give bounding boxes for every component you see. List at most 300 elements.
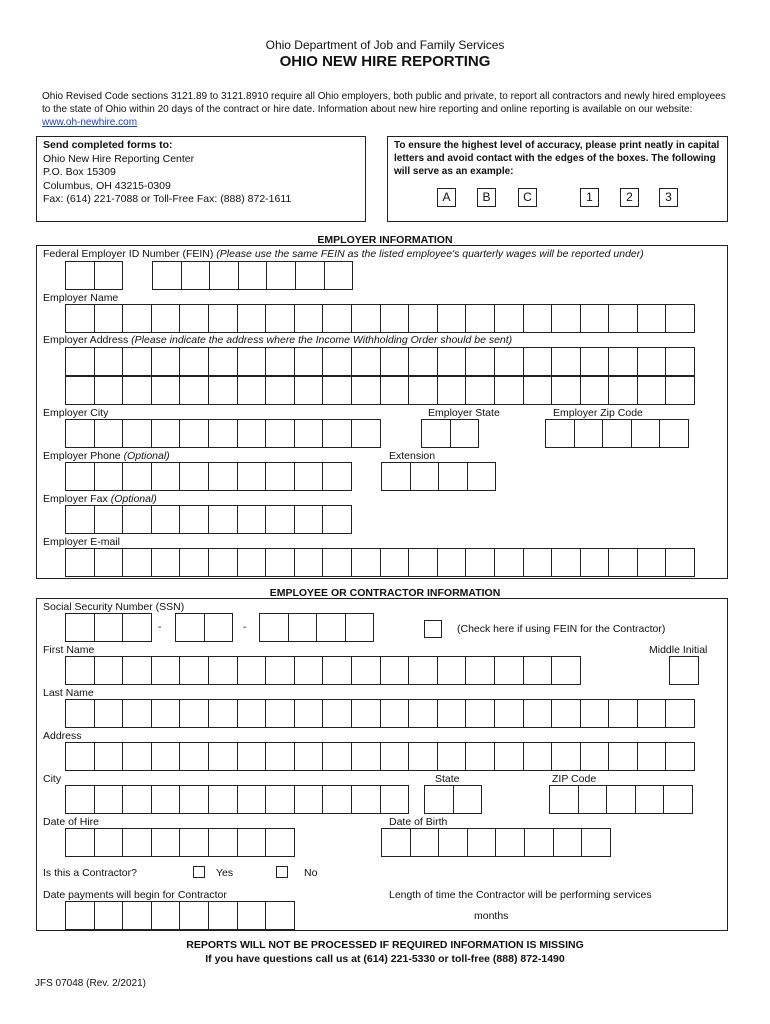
char-box[interactable] [295,785,324,814]
intro-paragraph [42,90,732,129]
char-box[interactable] [381,785,410,814]
char-box[interactable] [238,505,267,534]
char-box[interactable] [607,785,636,814]
char-box[interactable] [409,548,438,577]
char-box[interactable] [152,699,181,728]
middle-initial-label: Middle Initial [649,644,708,656]
char-box[interactable] [524,548,553,577]
char-box[interactable] [323,304,352,333]
char-box[interactable] [466,347,495,376]
extension-input[interactable] [381,462,496,491]
char-box[interactable] [123,742,152,771]
char-box[interactable] [210,261,239,290]
char-box[interactable] [323,376,352,405]
char-box[interactable] [180,785,209,814]
char-box[interactable] [95,613,124,642]
char-box[interactable] [581,699,610,728]
char-box[interactable] [66,505,95,534]
char-box[interactable] [352,304,381,333]
employer-address-input[interactable] [65,347,695,376]
char-box[interactable] [266,419,295,448]
char-box[interactable] [295,304,324,333]
char-box[interactable] [238,419,267,448]
char-box[interactable] [152,785,181,814]
char-box[interactable] [209,785,238,814]
char-box[interactable] [66,347,95,376]
char-box[interactable] [609,548,638,577]
char-box[interactable] [438,742,467,771]
char-box[interactable] [323,419,352,448]
char-box[interactable] [260,613,289,642]
char-box[interactable] [495,742,524,771]
char-box[interactable] [466,699,495,728]
middle-initial-input[interactable] [669,656,699,685]
char-box[interactable] [603,419,632,448]
employer-fax-input[interactable] [65,505,352,534]
char-box[interactable] [152,462,181,491]
send-line: Fax: (614) 221-7088 or Toll-Free Fax: (888) 872-1611 [43,193,292,205]
char-box[interactable] [66,304,95,333]
char-box[interactable] [352,347,381,376]
employer-city-input[interactable] [65,419,381,448]
char-box[interactable] [438,376,467,405]
employer-state-input[interactable] [421,419,479,448]
char-box[interactable] [238,699,267,728]
char-box[interactable] [295,699,324,728]
char-box[interactable] [466,656,495,685]
char-box[interactable] [266,901,295,930]
char-box[interactable] [468,828,497,857]
employer-phone-label: Employer Phone [43,450,121,462]
char-box[interactable] [152,742,181,771]
char-box[interactable] [466,304,495,333]
char-box[interactable] [352,656,381,685]
char-box[interactable] [438,304,467,333]
char-box[interactable] [209,656,238,685]
char-box[interactable] [66,656,95,685]
char-box[interactable] [323,462,352,491]
char-box[interactable] [66,742,95,771]
char-box[interactable] [266,548,295,577]
char-box[interactable] [352,548,381,577]
char-box[interactable] [295,656,324,685]
char-box[interactable] [295,505,324,534]
char-box[interactable] [439,828,468,857]
char-box[interactable] [581,742,610,771]
char-box[interactable] [609,742,638,771]
char-box[interactable] [323,656,352,685]
fein-input[interactable] [65,261,123,290]
char-box[interactable] [425,785,454,814]
char-box[interactable] [95,419,124,448]
char-box[interactable] [638,304,667,333]
char-box[interactable] [295,462,324,491]
char-box[interactable] [352,419,381,448]
char-box[interactable] [180,304,209,333]
char-box[interactable] [552,347,581,376]
city-input[interactable] [65,785,409,814]
char-box[interactable] [123,548,152,577]
char-box[interactable] [609,699,638,728]
char-box[interactable] [95,742,124,771]
char-box[interactable] [381,742,410,771]
char-box[interactable] [495,376,524,405]
char-box[interactable] [381,347,410,376]
char-box[interactable] [325,261,354,290]
char-box[interactable] [66,548,95,577]
char-box[interactable] [238,462,267,491]
char-box[interactable] [238,347,267,376]
char-box[interactable] [609,376,638,405]
char-box[interactable] [239,261,268,290]
char-box[interactable] [95,505,124,534]
char-box[interactable] [180,828,209,857]
char-box[interactable] [180,742,209,771]
char-box[interactable] [636,785,665,814]
char-box[interactable] [238,828,267,857]
char-box[interactable] [666,347,695,376]
char-box[interactable] [581,376,610,405]
char-box[interactable] [180,548,209,577]
state-input[interactable] [424,785,482,814]
payments-begin-input[interactable] [65,901,295,930]
char-box[interactable] [550,785,579,814]
char-box[interactable] [666,376,695,405]
char-box[interactable] [180,462,209,491]
char-box[interactable] [180,656,209,685]
char-box[interactable] [66,261,95,290]
char-box[interactable] [409,742,438,771]
char-box[interactable] [495,347,524,376]
char-box[interactable] [454,785,483,814]
employer-zip-input[interactable] [545,419,689,448]
char-box[interactable] [176,613,205,642]
char-box[interactable] [323,742,352,771]
char-box[interactable] [638,347,667,376]
char-box[interactable] [95,785,124,814]
char-box[interactable] [209,419,238,448]
char-box[interactable] [382,462,411,491]
char-box[interactable] [266,347,295,376]
char-box[interactable] [209,742,238,771]
char-box[interactable] [95,376,124,405]
char-box[interactable] [409,656,438,685]
char-box[interactable] [153,261,182,290]
employer-name-input[interactable] [65,304,695,333]
char-box[interactable] [575,419,604,448]
char-box[interactable] [409,699,438,728]
char-box[interactable] [95,548,124,577]
contractor-yes-checkbox[interactable] [193,866,205,878]
zip-input[interactable] [549,785,693,814]
char-box[interactable] [123,828,152,857]
employer-state-label: Employer State [428,407,500,419]
char-box[interactable] [209,462,238,491]
char-box[interactable] [123,901,152,930]
city-label: City [43,773,62,785]
char-box[interactable] [95,261,124,290]
char-box[interactable] [295,742,324,771]
char-box[interactable] [123,785,152,814]
char-box[interactable] [266,505,295,534]
char-box[interactable] [123,656,152,685]
char-box[interactable] [524,347,553,376]
char-box[interactable] [209,347,238,376]
char-box[interactable] [411,462,440,491]
char-box[interactable] [438,656,467,685]
char-box[interactable] [670,656,699,685]
char-box[interactable] [123,419,152,448]
char-box[interactable] [495,699,524,728]
char-box[interactable] [524,376,553,405]
char-box[interactable] [660,419,689,448]
char-box[interactable] [123,376,152,405]
char-box[interactable] [295,376,324,405]
char-box[interactable] [382,828,411,857]
char-box[interactable] [180,505,209,534]
employer-email-input[interactable] [65,548,695,577]
char-box[interactable] [666,304,695,333]
char-box[interactable] [352,785,381,814]
char-box[interactable] [381,548,410,577]
char-box[interactable] [123,505,152,534]
char-box[interactable] [152,419,181,448]
char-box[interactable] [552,742,581,771]
char-box[interactable] [381,699,410,728]
form-id: JFS 07048 (Rev. 2/2021) [35,978,146,989]
char-box[interactable] [152,376,181,405]
char-box[interactable] [238,742,267,771]
char-box[interactable] [95,656,124,685]
char-box[interactable] [524,742,553,771]
char-box[interactable] [209,505,238,534]
ssn-separator: - [158,621,162,633]
employee-section-title: EMPLOYEE OR CONTRACTOR INFORMATION [269,587,501,599]
char-box[interactable] [238,376,267,405]
last-name-input[interactable] [65,699,695,728]
char-box[interactable] [95,304,124,333]
char-box[interactable] [123,613,152,642]
char-box[interactable] [323,347,352,376]
fein-label: Federal Employer ID Number (FEIN) [43,248,214,260]
char-box[interactable] [152,548,181,577]
char-box[interactable] [295,548,324,577]
char-box[interactable] [552,699,581,728]
char-box[interactable] [666,742,695,771]
employer-address-input-2[interactable] [65,376,695,405]
char-box[interactable] [295,419,324,448]
char-box[interactable] [409,376,438,405]
char-box[interactable] [66,613,95,642]
mailing-address-box [36,136,366,222]
char-box[interactable] [323,785,352,814]
char-box[interactable] [266,742,295,771]
char-box[interactable] [466,742,495,771]
char-box[interactable] [323,699,352,728]
employer-address-label-group [43,334,512,346]
char-box[interactable] [238,548,267,577]
char-box[interactable] [95,347,124,376]
char-box[interactable] [609,347,638,376]
char-box[interactable] [552,376,581,405]
char-box[interactable] [209,548,238,577]
char-box[interactable] [123,699,152,728]
contractor-no-checkbox[interactable] [276,866,288,878]
char-box[interactable] [267,261,296,290]
char-box[interactable] [95,901,124,930]
employer-fax-label: Employer Fax [43,493,108,505]
website-link[interactable]: www.oh-newhire.com [42,117,138,128]
date-of-hire-input[interactable] [65,828,295,857]
char-box[interactable] [180,347,209,376]
char-box[interactable] [266,462,295,491]
char-box[interactable] [381,656,410,685]
char-box[interactable] [180,419,209,448]
char-box[interactable] [323,505,352,534]
char-box[interactable] [266,828,295,857]
char-box[interactable] [123,304,152,333]
char-box[interactable] [295,347,324,376]
char-box[interactable] [352,742,381,771]
char-box[interactable] [266,699,295,728]
ssn-label: Social Security Number (SSN) [43,601,185,613]
char-box[interactable] [466,376,495,405]
char-box[interactable] [609,304,638,333]
char-box[interactable] [317,613,346,642]
char-box[interactable] [238,785,267,814]
char-box[interactable] [582,828,611,857]
fein-contractor-checkbox[interactable] [424,620,442,638]
char-box[interactable] [238,656,267,685]
char-box[interactable] [524,656,553,685]
char-box[interactable] [95,699,124,728]
char-box[interactable] [546,419,575,448]
first-name-input[interactable] [65,656,581,685]
char-box[interactable] [554,828,583,857]
char-box[interactable] [552,548,581,577]
char-box[interactable] [152,347,181,376]
char-box[interactable] [266,304,295,333]
char-box[interactable] [66,828,95,857]
char-box[interactable] [438,548,467,577]
char-box[interactable] [495,304,524,333]
char-box[interactable] [524,304,553,333]
date-of-birth-input[interactable] [381,828,611,857]
char-box[interactable] [152,828,181,857]
char-box[interactable] [152,656,181,685]
char-box[interactable] [666,699,695,728]
char-box[interactable] [238,901,267,930]
char-box[interactable] [66,376,95,405]
char-box[interactable] [152,901,181,930]
char-box[interactable] [180,901,209,930]
employer-section-title: EMPLOYER INFORMATION [317,234,453,246]
char-box[interactable] [525,828,554,857]
char-box[interactable] [323,548,352,577]
char-box[interactable] [581,304,610,333]
char-box[interactable] [238,304,267,333]
char-box[interactable] [123,462,152,491]
char-box[interactable] [296,261,325,290]
char-box[interactable] [66,901,95,930]
char-box[interactable] [205,613,234,642]
char-box[interactable] [180,376,209,405]
char-box[interactable] [209,304,238,333]
example-box: C [518,188,537,207]
ssn-part1-input[interactable] [65,613,152,642]
char-box[interactable] [289,613,318,642]
char-box[interactable] [66,785,95,814]
char-box[interactable] [352,376,381,405]
char-box[interactable] [468,462,497,491]
char-box[interactable] [209,901,238,930]
char-box[interactable] [664,785,693,814]
char-box[interactable] [496,828,525,857]
char-box[interactable] [95,462,124,491]
char-box[interactable] [552,304,581,333]
address-input[interactable] [65,742,695,771]
char-box[interactable] [579,785,608,814]
char-box[interactable] [524,699,553,728]
ssn-part2-input[interactable] [175,613,233,642]
char-box[interactable] [438,699,467,728]
date-of-hire-label: Date of Hire [43,816,100,828]
char-box[interactable] [466,548,495,577]
char-box[interactable] [266,785,295,814]
char-box[interactable] [66,419,95,448]
char-box[interactable] [552,656,581,685]
employer-phone-input[interactable] [65,462,352,491]
char-box[interactable] [209,376,238,405]
char-box[interactable] [438,347,467,376]
char-box[interactable] [209,699,238,728]
char-box[interactable] [66,699,95,728]
ssn-part3-input[interactable] [259,613,374,642]
char-box[interactable] [409,304,438,333]
char-box[interactable] [409,347,438,376]
char-box[interactable] [123,347,152,376]
char-box[interactable] [266,376,295,405]
char-box[interactable] [182,261,211,290]
char-box[interactable] [495,548,524,577]
char-box[interactable] [180,699,209,728]
char-box[interactable] [632,419,661,448]
char-box[interactable] [381,304,410,333]
char-box[interactable] [95,828,124,857]
char-box[interactable] [439,462,468,491]
char-box[interactable] [638,699,667,728]
char-box[interactable] [411,828,440,857]
char-box[interactable] [209,828,238,857]
char-box[interactable] [638,376,667,405]
char-box[interactable] [346,613,375,642]
char-box[interactable] [422,419,451,448]
char-box[interactable] [495,656,524,685]
fein-input[interactable] [152,261,353,290]
char-box[interactable] [581,347,610,376]
char-box[interactable] [152,304,181,333]
char-box[interactable] [638,742,667,771]
char-box[interactable] [152,505,181,534]
char-box[interactable] [638,548,667,577]
char-box[interactable] [66,462,95,491]
char-box[interactable] [451,419,480,448]
char-box[interactable] [581,548,610,577]
char-box[interactable] [266,656,295,685]
char-box[interactable] [666,548,695,577]
char-box[interactable] [352,699,381,728]
char-box[interactable] [381,376,410,405]
